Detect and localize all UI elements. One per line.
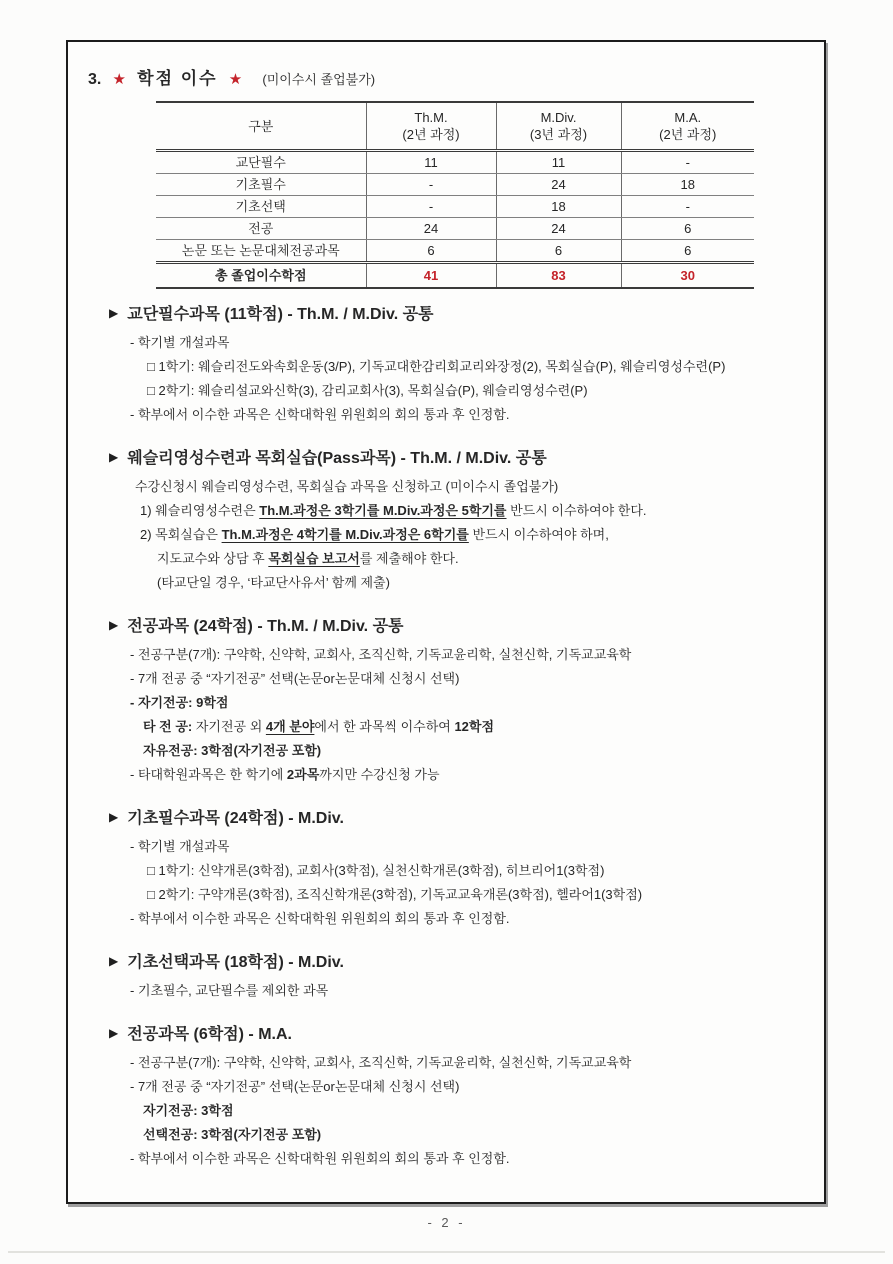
text-line: 수강신청시 웨슬리영성수련, 목회실습 과목을 신청하고 (미이수시 졸업불가) xyxy=(135,479,559,494)
cell-value: - xyxy=(621,151,754,174)
section-heading xyxy=(109,805,824,828)
triangle-marker-icon: ▶ xyxy=(109,617,119,632)
cell-value: 24 xyxy=(496,218,621,240)
section xyxy=(109,949,824,1003)
text-line: - 7개 전공 중 “자기전공” 선택(논문or논문대체 신청시 선택) xyxy=(130,1079,460,1094)
table-row xyxy=(156,151,754,174)
scan-edge-line xyxy=(8,1251,885,1253)
text-line: □ 2학기: 웨슬리설교와신학(3), 감리교회사(3), 목회실습(P), 웨슬리영성수련(P) xyxy=(147,383,588,398)
triangle-marker-icon: ▶ xyxy=(109,809,119,824)
title-text: 학점 이수 xyxy=(137,69,218,88)
cell-value: 24 xyxy=(366,218,496,240)
text-line: □ 2학기: 구약개론(3학점), 조직신학개론(3학점), 기독교교육개론(3학점), 헬라어1(3학점) xyxy=(147,887,643,902)
text-line: - 타대학원과목은 한 학기에 2과목까지만 수강신청 가능 xyxy=(130,767,440,782)
section-body xyxy=(109,1051,824,1171)
section xyxy=(109,301,824,427)
section-body xyxy=(109,835,824,931)
section-body xyxy=(109,979,824,1003)
section-heading xyxy=(109,1021,824,1044)
section-title-text: 웨슬리영성수련과 목회실습(Pass과목) - Th.M. / M.Div. 공통 xyxy=(127,450,547,467)
row-label: 논문 또는 논문대체전공과목 xyxy=(156,240,366,263)
section xyxy=(109,805,824,931)
credits-table xyxy=(156,101,754,289)
cell-value: - xyxy=(621,196,754,218)
triangle-marker-icon: ▶ xyxy=(109,449,119,464)
section xyxy=(109,1021,824,1171)
cell-value: 6 xyxy=(366,240,496,263)
text-line: - 기초필수, 교단필수를 제외한 과목 xyxy=(130,983,329,998)
table-row xyxy=(156,174,754,196)
triangle-marker-icon: ▶ xyxy=(109,1025,119,1040)
page-border-box xyxy=(66,40,826,1204)
text-line: 1) 웨슬리영성수련은 Th.M.과정은 3학기를 M.Div.과정은 5학기를 반드시 이수하여야 한다. xyxy=(140,503,647,518)
table-total-row xyxy=(156,263,754,289)
page-title xyxy=(88,64,824,89)
cell-value: 6 xyxy=(621,218,754,240)
cell-value: - xyxy=(366,174,496,196)
section-title-text: 기초선택과목 (18학점) - M.Div. xyxy=(127,954,344,971)
row-label: 기초필수 xyxy=(156,174,366,196)
text-line: □ 1학기: 웨슬리전도와속회운동(3/P), 기독교대한감리회교리와장정(2), 목회실습(P), 웨슬리영성수련(P) xyxy=(147,359,726,374)
text-line: - 7개 전공 중 “자기전공” 선택(논문or논문대체 신청시 선택) xyxy=(130,671,460,686)
title-number: 3. xyxy=(88,71,102,88)
star-icon: ★ xyxy=(112,71,126,88)
total-label: 총 졸업이수학점 xyxy=(156,263,366,289)
sections-container xyxy=(109,301,824,1171)
cell-value: 18 xyxy=(621,174,754,196)
text-line: - 전공구분(7개): 구약학, 신약학, 교회사, 조직신학, 기독교윤리학, 실천신학, 기독교교육학 xyxy=(130,647,632,662)
section-title-text: 전공과목 (6학점) - M.A. xyxy=(127,1026,292,1043)
cell-value: 6 xyxy=(496,240,621,263)
table-row xyxy=(156,196,754,218)
section-body xyxy=(109,475,824,595)
section-title-text: 전공과목 (24학점) - Th.M. / M.Div. 공통 xyxy=(127,618,404,635)
text-line: 선택전공: 3학점(자기전공 포함) xyxy=(143,1127,322,1142)
section-heading xyxy=(109,445,824,468)
table-row xyxy=(156,240,754,263)
section-title-text: 기초필수과목 (24학점) - M.Div. xyxy=(127,810,344,827)
text-line: - 학기별 개설과목 xyxy=(130,335,230,350)
section-heading xyxy=(109,301,824,324)
cell-value: 11 xyxy=(366,151,496,174)
column-header: M.Div. (3년 과정) xyxy=(496,102,621,151)
total-value: 83 xyxy=(496,263,621,289)
text-line: 타 전 공: 자기전공 외 4개 분야에서 한 과목씩 이수하여 12학점 xyxy=(143,719,495,734)
section-body xyxy=(109,643,824,787)
section-title-text: 교단필수과목 (11학점) - Th.M. / M.Div. 공통 xyxy=(127,306,434,323)
text-line: - 학부에서 이수한 과목은 신학대학원 위원회의 회의 통과 후 인정함. xyxy=(130,911,510,926)
star-icon: ★ xyxy=(228,71,243,88)
total-value: 30 xyxy=(621,263,754,289)
row-label: 교단필수 xyxy=(156,151,366,174)
section-body xyxy=(109,331,824,427)
text-line: - 전공구분(7개): 구약학, 신약학, 교회사, 조직신학, 기독교윤리학, 실천신학, 기독교교육학 xyxy=(130,1055,632,1070)
text-line: 자유전공: 3학점(자기전공 포함) xyxy=(143,743,322,758)
row-label: 기초선택 xyxy=(156,196,366,218)
text-line: - 학부에서 이수한 과목은 신학대학원 위원회의 회의 통과 후 인정함. xyxy=(130,1151,510,1166)
column-header: 구분 xyxy=(156,102,366,151)
section xyxy=(109,613,824,787)
text-line: - 자기전공: 9학점 xyxy=(130,695,229,710)
section-heading xyxy=(109,613,824,636)
page-number: - 2 - xyxy=(427,1215,466,1230)
cell-value: 6 xyxy=(621,240,754,263)
text-line: - 학부에서 이수한 과목은 신학대학원 위원회의 회의 통과 후 인정함. xyxy=(130,407,510,422)
text-line: - 학기별 개설과목 xyxy=(130,839,230,854)
text-line: □ 1학기: 신약개론(3학점), 교회사(3학점), 실천신학개론(3학점), 히브리어1(3학점) xyxy=(147,863,605,878)
table-row xyxy=(156,218,754,240)
title-note: (미이수시 졸업불가) xyxy=(262,72,376,87)
section xyxy=(109,445,824,595)
cell-value: 24 xyxy=(496,174,621,196)
text-line: (타교단일 경우, ‘타교단사유서’ 함께 제출) xyxy=(157,575,390,590)
cell-value: 11 xyxy=(496,151,621,174)
total-value: 41 xyxy=(366,263,496,289)
section-heading xyxy=(109,949,824,972)
table-header-row xyxy=(156,102,754,151)
triangle-marker-icon: ▶ xyxy=(109,953,119,968)
text-line: 자기전공: 3학점 xyxy=(143,1103,234,1118)
row-label: 전공 xyxy=(156,218,366,240)
text-line: 지도교수와 상담 후 목회실습 보고서를 제출해야 한다. xyxy=(157,551,459,566)
cell-value: - xyxy=(366,196,496,218)
text-line: 2) 목회실습은 Th.M.과정은 4학기를 M.Div.과정은 6학기를 반드시 이수하여야 하며, xyxy=(140,527,609,542)
column-header: Th.M. (2년 과정) xyxy=(366,102,496,151)
cell-value: 18 xyxy=(496,196,621,218)
triangle-marker-icon: ▶ xyxy=(109,305,119,320)
column-header: M.A. (2년 과정) xyxy=(621,102,754,151)
